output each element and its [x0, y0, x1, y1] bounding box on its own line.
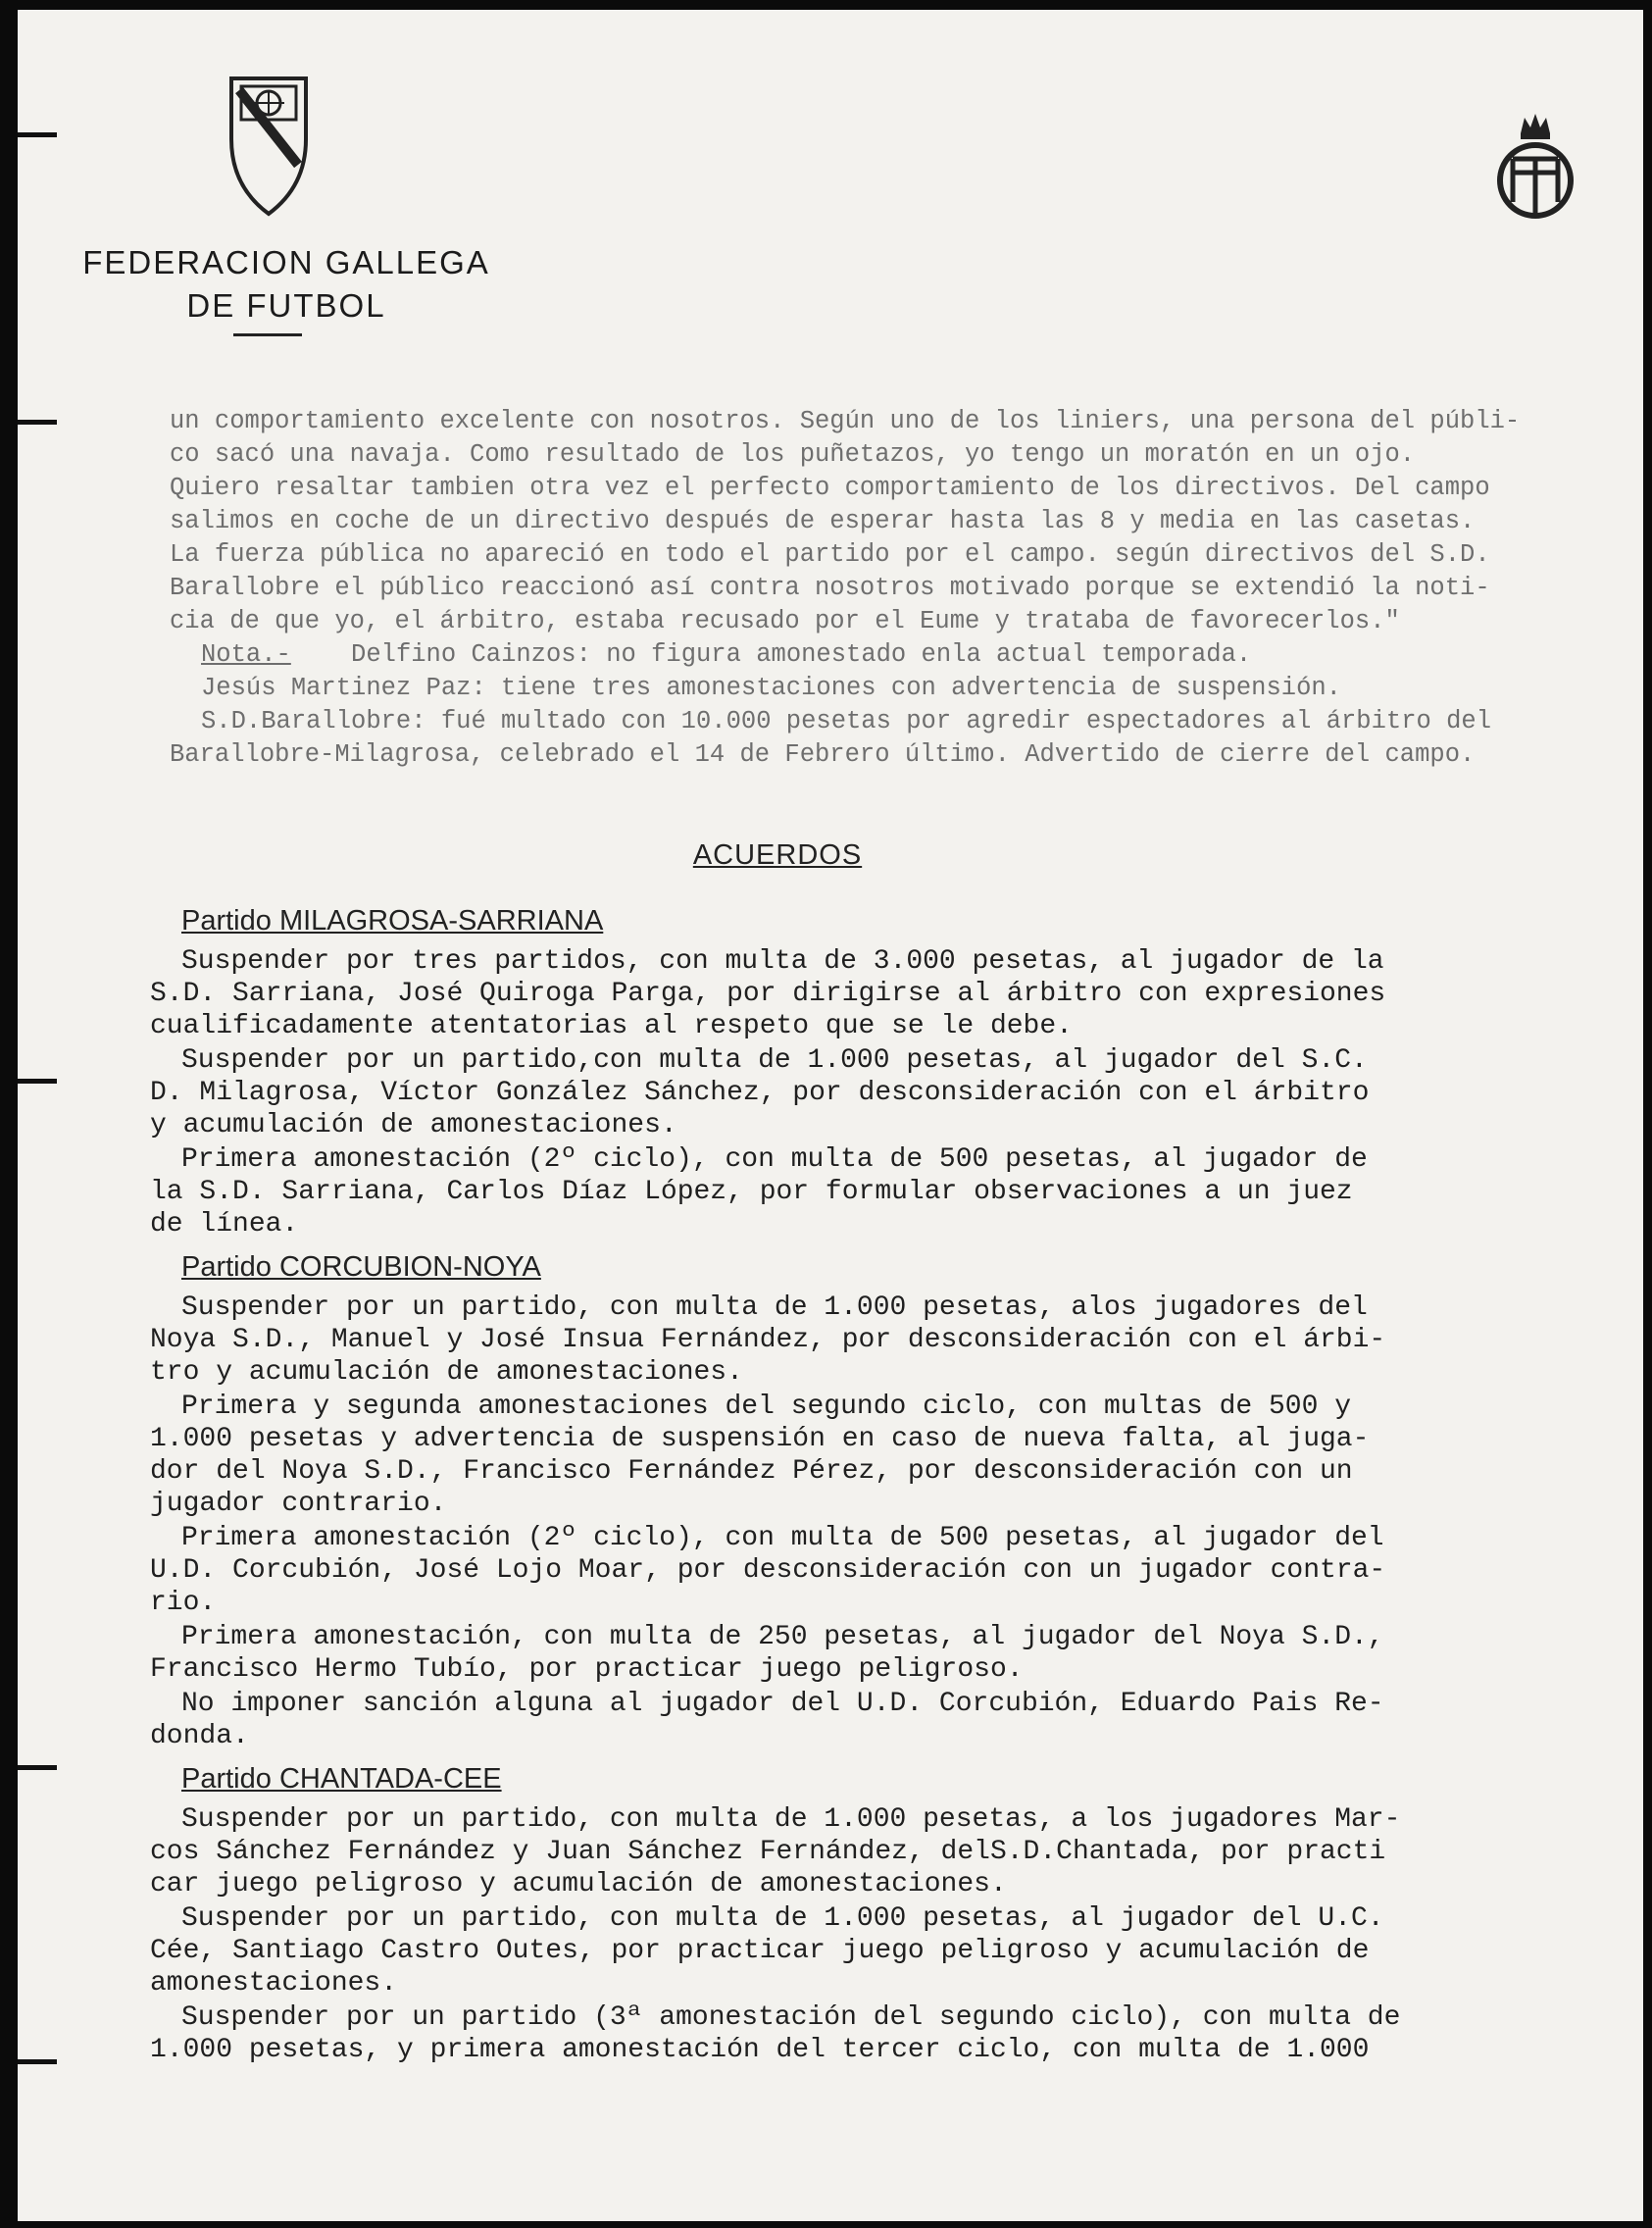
text-line: Suspender por un partido, con multa de 1.000 pesetas, a los jugadores Mar-	[181, 1804, 1401, 1835]
punch-hole-mark	[18, 1079, 57, 1084]
agreement-paragraph	[150, 1621, 1640, 1686]
text-line: la S.D. Sarriana, Carlos Díaz López, por formular observaciones a un juez	[150, 1177, 1353, 1207]
header-rule	[233, 333, 302, 336]
agreements-body	[150, 894, 1640, 2068]
org-name-line-2: DE FUTBOL	[186, 287, 386, 324]
match-heading: Partido MILAGROSA-SARRIANA	[181, 905, 604, 937]
text-line: car juego peligroso y acumulación de amonestaciones.	[150, 1869, 1007, 1899]
text-line: Suspender por un partido,con multa de 1.000 pesetas, al jugador del S.C.	[181, 1045, 1368, 1076]
punch-hole-mark	[18, 132, 57, 137]
match-heading: Partido CHANTADA-CEE	[181, 1763, 502, 1795]
text-line: co sacó una navaja. Como resultado de los puñetazos, yo tengo un moratón en un ojo.	[170, 440, 1416, 469]
text-line: Quiero resaltar tambien otra vez el perfecto comportamiento de los directivos. Del campo	[170, 474, 1490, 502]
agreement-paragraph	[150, 1391, 1640, 1520]
text-line: U.D. Corcubión, José Lojo Moar, por desconsideración con un jugador contra-	[150, 1555, 1386, 1586]
federation-shield-logo	[224, 71, 314, 218]
text-line: Francisco Hermo Tubío, por practicar juego peligroso.	[150, 1654, 1024, 1685]
agreement-paragraph	[150, 1291, 1640, 1389]
text-line: Primera y segunda amonestaciones del segundo ciclo, con multas de 500 y	[181, 1392, 1351, 1422]
agreement-paragraph	[150, 1522, 1640, 1619]
text-line: Barallobre-Milagrosa, celebrado el 14 de Febrero último. Advertido de cierre del campo.	[170, 740, 1476, 769]
text-line: Suspender por un partido, con multa de 1.000 pesetas, al jugador del U.C.	[181, 1903, 1384, 1934]
text-line: rio.	[150, 1588, 217, 1618]
agreement-paragraph	[150, 945, 1640, 1042]
text-line: 1.000 pesetas, y primera amonestación del tercer ciclo, con multa de 1.000	[150, 2035, 1370, 2065]
federation-name	[80, 241, 492, 328]
org-name-line-1: FEDERACION GALLEGA	[82, 244, 490, 280]
agreement-paragraph	[150, 1803, 1640, 1900]
punch-hole-mark	[18, 420, 57, 425]
text-line: dor del Noya S.D., Francisco Fernández Pérez, por desconsideración con un	[150, 1456, 1353, 1487]
text-line: Barallobre el público reaccionó así contra nosotros motivado porque se extendió la noti-	[170, 574, 1490, 602]
text-line: cualificadamente atentatorias al respeto que se le debe.	[150, 1011, 1073, 1041]
text-line: Suspender por un partido, con multa de 1.000 pesetas, alos jugadores del	[181, 1292, 1368, 1323]
agreement-paragraph	[150, 1044, 1640, 1141]
punch-hole-mark	[18, 2059, 57, 2064]
agreement-paragraph	[150, 1143, 1640, 1241]
text-line: jugador contrario.	[150, 1489, 447, 1519]
text-line: Suspender por un partido (3ª amonestación del segundo ciclo), con multa de	[181, 2002, 1401, 2033]
text-line: un comportamiento excelente con nosotros. Según uno de los liniers, una persona del públi-	[170, 407, 1521, 435]
text-line: Primera amonestación (2º ciclo), con multa de 500 pesetas, al jugador del	[181, 1523, 1384, 1553]
text-line: Noya S.D., Manuel y José Insua Fernández, por desconsideración con el árbi-	[150, 1325, 1386, 1355]
section-title-acuerdos: ACUERDOS	[692, 839, 863, 871]
text-line: Cée, Santiago Castro Outes, por practicar juego peligroso y acumulación de	[150, 1936, 1370, 1966]
text-line: No imponer sanción alguna al jugador del U.D. Corcubión, Eduardo Pais Re-	[181, 1689, 1384, 1719]
text-line: Primera amonestación, con multa de 250 pesetas, al jugador del Noya S.D.,	[181, 1622, 1384, 1652]
text-line: cia de que yo, el árbitro, estaba recusado por el Eume y trataba de favorecerlos."	[170, 607, 1400, 635]
text-line: donda.	[150, 1721, 249, 1751]
text-line: de línea.	[150, 1209, 299, 1240]
royal-crest-logo	[1491, 108, 1579, 224]
text-line: amonestaciones.	[150, 1968, 398, 1999]
match-heading: Partido CORCUBION-NOYA	[181, 1251, 541, 1283]
note-line	[170, 638, 1630, 672]
text-line: salimos en coche de un directivo después de esperar hasta las 8 y media en las casetas.	[170, 507, 1476, 535]
text-line: S.D.Barallobre: fué multado con 10.000 pesetas por agredir espectadores al árbitro del	[201, 707, 1492, 735]
punch-hole-mark	[18, 1765, 57, 1770]
text-line: Primera amonestación (2º ciclo), con multa de 500 pesetas, al jugador de	[181, 1144, 1368, 1175]
agreement-paragraph	[150, 1688, 1640, 1752]
document-page	[18, 10, 1643, 2221]
text-line: Suspender por tres partidos, con multa de 3.000 pesetas, al jugador de la	[181, 946, 1384, 977]
agreement-paragraph	[150, 1902, 1640, 2000]
text-line: La fuerza pública no apareció en todo el partido por el campo. según directivos del S.D.	[170, 540, 1490, 569]
text-line: y acumulación de amonestaciones.	[150, 1110, 677, 1140]
text-line: Jesús Martinez Paz: tiene tres amonestaciones con advertencia de suspensión.	[201, 674, 1341, 702]
text-line: cos Sánchez Fernández y Juan Sánchez Fernández, delS.D.Chantada, por practi	[150, 1837, 1386, 1867]
text-line: 1.000 pesetas y advertencia de suspensión en caso de nueva falta, al juga-	[150, 1424, 1370, 1454]
note-label: Nota.-	[201, 640, 291, 669]
agreement-paragraph	[150, 2001, 1640, 2066]
continued-letter-text	[170, 405, 1630, 772]
text-line: D. Milagrosa, Víctor González Sánchez, por desconsideración con el árbitro	[150, 1078, 1370, 1108]
text-line: tro y acumulación de amonestaciones.	[150, 1357, 743, 1388]
text-line: S.D. Sarriana, José Quiroga Parga, por dirigirse al árbitro con expresiones	[150, 979, 1386, 1009]
note-text: Delfino Cainzos: no figura amonestado enla actual temporada.	[351, 640, 1252, 669]
